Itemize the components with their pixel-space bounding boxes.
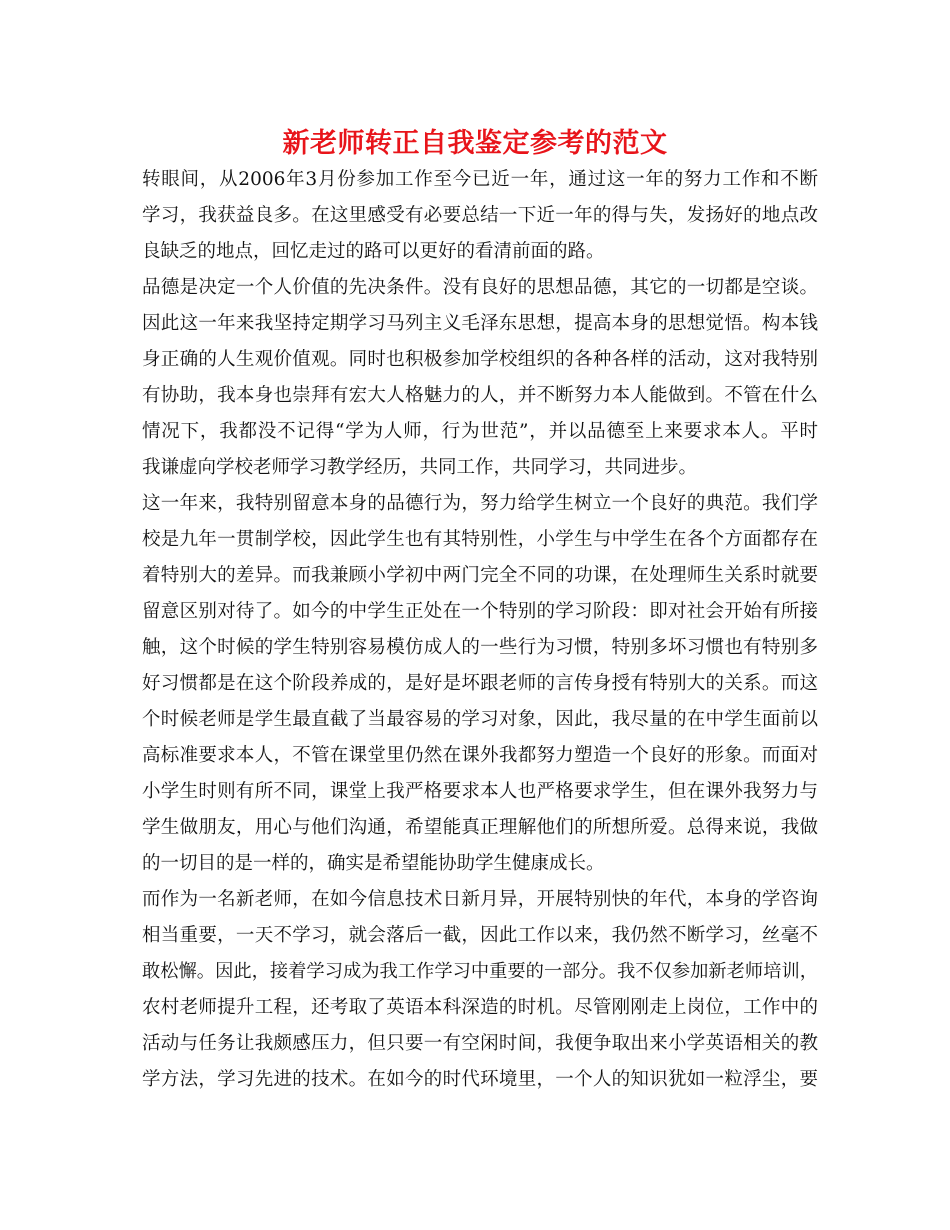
document-title: 新老师转正自我鉴定参考的范文 [282,128,668,159]
paragraph-line: 品德是决定一个人价值的先决条件。没有良好的思想品德，其它的一切都是空谈。 [142,277,818,298]
paragraph-line: 而作为一名新老师，在如今信息技术日新月异，开展特别快的年代，本身的学咨询 [142,889,818,910]
document-body [142,162,818,1098]
paragraph-line: 学习，我获益良多。在这里感受有必要总结一下近一年的得与失，发扬好的地点改 [142,205,818,226]
paragraph-line: 学方法，学习先进的技术。在如今的时代环境里，一个人的知识犹如一粒浮尘，要 [142,1069,818,1090]
paragraph-1 [142,162,818,270]
paragraph-line: 有协助，我本身也崇拜有宏大人格魅力的人，并不断努力本人能做到。不管在什么 [142,385,818,406]
paragraph-line: 这一年来，我特别留意本身的品德行为，努力给学生树立一个良好的典范。我们学 [142,493,818,514]
paragraph-line: 校是九年一贯制学校，因此学生也有其特别性，小学生与中学生在各个方面都存在 [142,529,818,550]
paragraph-line: 因此这一年来我坚持定期学习马列主义毛泽东思想，提高本身的思想觉悟。构本钱 [142,313,818,334]
paragraph-line: 转眼间，从2006年3月份参加工作至今已近一年，通过这一年的努力工作和不断 [142,169,818,190]
paragraph-line: 个时候老师是学生最直截了当最容易的学习对象，因此，我尽量的在中学生面前以 [142,709,818,730]
paragraph-line: 良缺乏的地点，回忆走过的路可以更好的看清前面的路。 [142,241,605,262]
paragraph-line: 触，这个时候的学生特别容易模仿成人的一些行为习惯，特别多坏习惯也有特别多 [142,637,818,658]
paragraph-line: 情况下，我都没不记得“学为人师，行为世范”，并以品德至上来要求本人。平时 [142,421,818,442]
paragraph-3 [142,486,818,882]
paragraph-line: 身正确的人生观价值观。同时也积极参加学校组织的各种各样的活动，这对我特别 [142,349,818,370]
paragraph-line: 敢松懈。因此，接着学习成为我工作学习中重要的一部分。我不仅参加新老师培训， [142,961,818,982]
paragraph-line: 着特别大的差异。而我兼顾小学初中两门完全不同的功课，在处理师生关系时就要 [142,565,818,586]
paragraph-line: 活动与任务让我颇感压力，但只要一有空闲时间，我便争取出来小学英语相关的教 [142,1033,818,1054]
paragraph-line: 好习惯都是在这个阶段养成的，是好是坏跟老师的言传身授有特别大的关系。而这 [142,673,818,694]
paragraph-2 [142,270,818,486]
paragraph-line: 我谦虚向学校老师学习教学经历，共同工作，共同学习，共同进步。 [142,457,698,478]
paragraph-line: 相当重要，一天不学习，就会落后一截，因此工作以来，我仍然不断学习，丝毫不 [142,925,818,946]
paragraph-line: 留意区别对待了。如今的中学生正处在一个特别的学习阶段：即对社会开始有所接 [142,601,818,622]
paragraph-4 [142,882,818,1098]
paragraph-line: 农村老师提升工程，还考取了英语本科深造的时机。尽管刚刚走上岗位，工作中的 [142,997,818,1018]
paragraph-line: 学生做朋友，用心与他们沟通，希望能真正理解他们的所想所爱。总得来说，我做 [142,817,818,838]
paragraph-line: 的一切目的是一样的，确实是希望能协助学生健康成长。 [142,853,605,874]
paragraph-line: 小学生时则有所不同，课堂上我严格要求本人也严格要求学生，但在课外我努力与 [142,781,818,802]
paragraph-line: 高标准要求本人，不管在课堂里仍然在课外我都努力塑造一个良好的形象。而面对 [142,745,818,766]
